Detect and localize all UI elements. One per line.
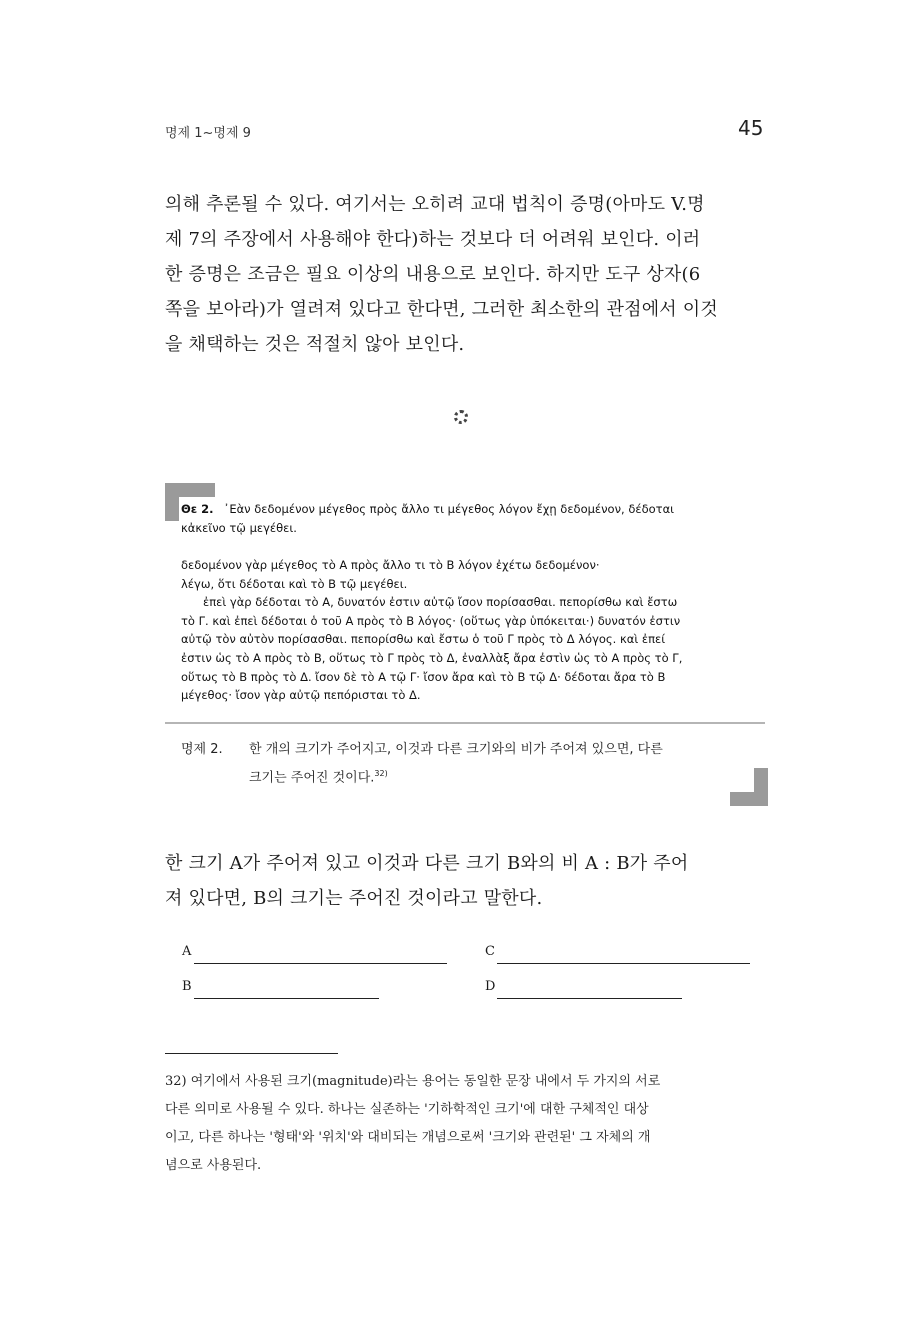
page-number: 45: [738, 116, 764, 140]
greek-line: κἀκεῖνο τῷ μεγέθει.: [181, 520, 297, 535]
segment-d: [497, 998, 682, 999]
greek-proof: [181, 556, 755, 705]
segment-a: [194, 963, 447, 964]
text-line: 져 있다면, B의 크기는 주어진 것이라고 말한다.: [165, 888, 543, 909]
greek-statement: [181, 500, 755, 537]
text-line: 한 증명은 조금은 필요 이상의 내용으로 보인다. 하지만 도구 상자(6: [165, 264, 701, 285]
greek-line: μέγεθος· ἴσον γὰρ αὐτῷ πεπόρισται τὸ Δ.: [181, 688, 421, 703]
corner-bracket-top-left: [165, 483, 215, 497]
segment-c: [497, 963, 750, 964]
text-line: 을 채택하는 것은 적절치 않아 보인다.: [165, 334, 465, 355]
intro-paragraph: [165, 187, 775, 362]
text-line: 한 크기 A가 주어져 있고 이것과 다른 크기 B와의 비 A : B가 주어: [165, 853, 689, 874]
proposition-line: 크기는 주어진 것이다.: [249, 770, 375, 786]
text-line: 의해 추론될 수 있다. 여기서는 오히려 교대 법칙이 증명(아마도 V.명: [165, 194, 705, 215]
section-ornament-icon: [454, 410, 468, 424]
greek-line: αὐτῷ τὸν αὐτὸν πορίσασθαι. πεπορίσθω καὶ ἔστω ὁ τοῦ Γ πρὸς τὸ Δ λόγος. καὶ ἐπεί: [181, 632, 666, 647]
greek-line: δεδομένον γὰρ μέγεθος τὸ Α πρὸς ἄλλο τι τὸ Β λόγον ἐχέτω δεδομένον·: [181, 558, 600, 572]
segment-label-b: B: [182, 979, 192, 994]
segment-label-c: C: [485, 944, 495, 959]
proposition-line: 한 개의 크기가 주어지고, 이것과 다른 크기와의 비가 주어져 있으면, 다른: [249, 742, 663, 757]
greek-line: ἐπεὶ γὰρ δέδοται τὸ Α, δυνατόν ἐστιν αὐτῷ ἴσον πορίσασθαι. πεπορίσθω καὶ ἔστω: [203, 595, 678, 610]
footnote-line: 념으로 사용된다.: [165, 1158, 262, 1173]
greek-line: λέγω, ὅτι δέδοται καὶ τὸ Β τῷ μεγέθει.: [181, 576, 408, 591]
proposition-statement: [181, 738, 761, 790]
running-title: 명제 1~명제 9: [165, 126, 251, 141]
greek-line: ἐστιν ὡς τὸ Α πρὸς τὸ Β, οὕτως τὸ Γ πρὸς τὸ Δ, ἐναλλὰξ ἄρα ἐστὶν ὡς τὸ Α πρὸς τὸ Γ,: [181, 650, 683, 665]
segment-b: [194, 998, 379, 999]
footnote-rule: [165, 1053, 338, 1054]
segment-label-a: A: [182, 944, 192, 959]
greek-line: οὕτως τὸ Β πρὸς τὸ Δ. ἴσον δὲ τὸ Α τῷ Γ· ἴσον ἄρα καὶ τὸ Β τῷ Δ· δέδοται ἄρα τὸ Β: [181, 669, 666, 684]
footnote-line: 이고, 다른 하나는 '형태'와 '위치'와 대비되는 개념으로써 '크기와 관련된' 그 자체의 개: [165, 1130, 651, 1145]
greek-proposition-label: Θε 2.: [181, 502, 214, 516]
footnote-line: 32) 여기에서 사용된 크기(magnitude)라는 용어는 동일한 문장 내에서 두 가지의 서로: [165, 1074, 661, 1089]
segment-label-d: D: [485, 979, 496, 994]
greek-line: τὸ Γ. καὶ ἐπεὶ δέδοται ὁ τοῦ Α πρὸς τὸ Β λόγος· (οὕτως γὰρ ὑπόκειται·) δυνατόν ἐστιν: [181, 613, 681, 628]
divider: [165, 722, 765, 724]
footnote: [165, 1068, 767, 1180]
footnote-ref[interactable]: 32): [374, 769, 388, 778]
greek-line: ᾽Εὰν δεδομένον μέγεθος πρὸς ἄλλο τι μέγεθος λόγον ἔχῃ δεδομένον, δέδοται: [223, 502, 675, 516]
proposition-label: 명제 2.: [181, 742, 223, 757]
explanation-paragraph: [165, 846, 775, 916]
text-line: 쪽을 보아라)가 열려져 있다고 한다면, 그러한 최소한의 관점에서 이것: [165, 299, 718, 320]
footnote-line: 다른 의미로 사용될 수 있다. 하나는 실존하는 '기하학적인 크기'에 대한 구체적인 대상: [165, 1102, 649, 1117]
text-line: 제 7의 주장에서 사용해야 한다)하는 것보다 더 어려워 보인다. 이러: [165, 229, 701, 250]
corner-bracket-bottom-right: [730, 792, 768, 806]
